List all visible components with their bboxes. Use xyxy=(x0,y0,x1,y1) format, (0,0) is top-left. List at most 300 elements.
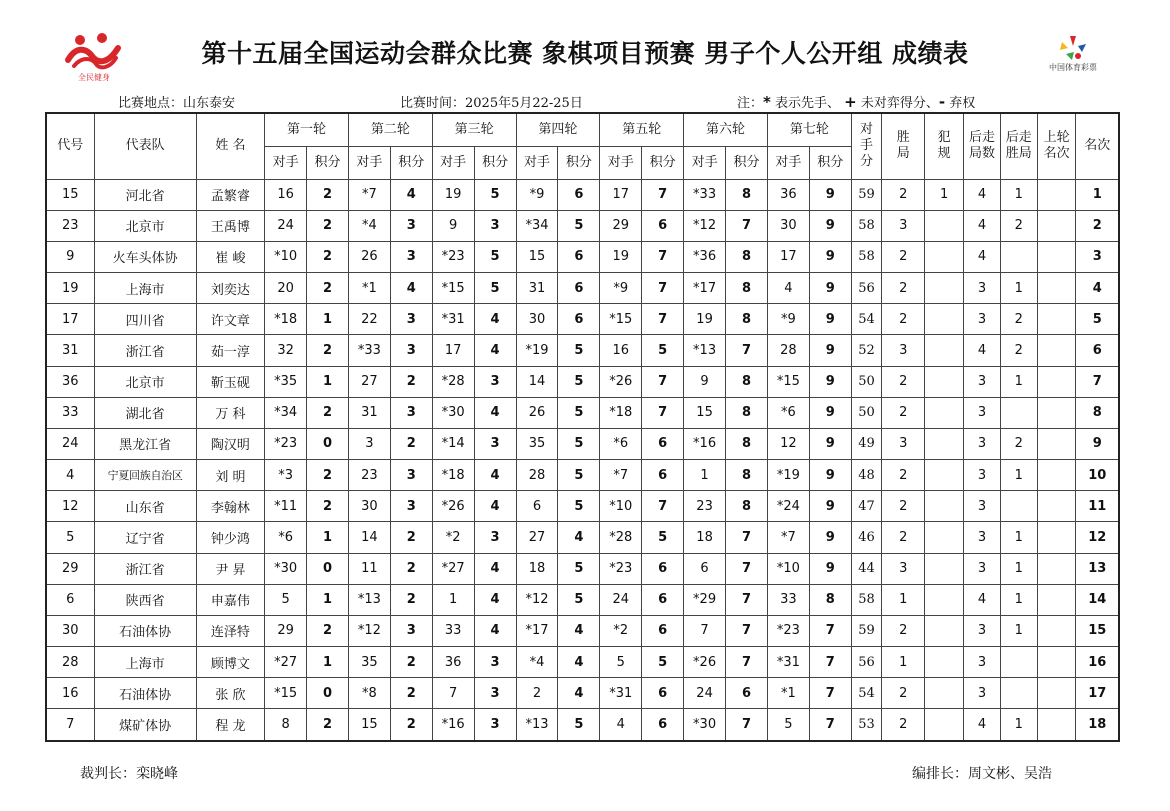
cell-points: 3 xyxy=(390,241,432,272)
table-row xyxy=(46,304,1119,335)
cell-rank: 13 xyxy=(1076,553,1119,584)
cell-points: 3 xyxy=(390,615,432,646)
cell-points: 2 xyxy=(390,522,432,553)
cell-rank: 8 xyxy=(1076,397,1119,428)
cell-opponent: 30 xyxy=(767,210,809,241)
cell-fouls xyxy=(925,522,964,553)
cell-opponent: *7 xyxy=(600,460,642,491)
cell-points: 7 xyxy=(642,397,684,428)
cell-points: 5 xyxy=(558,397,600,428)
table-row xyxy=(46,491,1119,522)
cell-opponent: 26 xyxy=(348,241,390,272)
cell-points: 4 xyxy=(474,304,516,335)
cell-opponent: 35 xyxy=(516,428,558,459)
cell-opponent: 30 xyxy=(348,491,390,522)
cell-code: 24 xyxy=(46,428,94,459)
col-points: 积分 xyxy=(307,146,349,179)
cell-opponent: *16 xyxy=(684,428,726,459)
cell-points: 8 xyxy=(726,491,768,522)
cell-points: 3 xyxy=(390,460,432,491)
table-row xyxy=(46,210,1119,241)
cell-points: 7 xyxy=(642,273,684,304)
cell-fouls xyxy=(925,553,964,584)
cell-points: 2 xyxy=(307,241,349,272)
cell-second-wins: 2 xyxy=(1000,428,1037,459)
cell-team: 陕西省 xyxy=(94,584,196,615)
cell-opponent: 4 xyxy=(767,273,809,304)
cell-points: 7 xyxy=(809,615,851,646)
cell-points: 0 xyxy=(307,553,349,584)
cell-opponent: 19 xyxy=(600,241,642,272)
cell-points: 4 xyxy=(558,615,600,646)
cell-opponent: 18 xyxy=(684,522,726,553)
cell-opponent: 17 xyxy=(600,179,642,210)
table-row xyxy=(46,460,1119,491)
cell-name: 茹一淳 xyxy=(196,335,264,366)
note-star: 表示先手、 xyxy=(770,96,841,111)
cell-wins: 2 xyxy=(882,460,925,491)
cell-points: 9 xyxy=(809,273,851,304)
cell-code: 28 xyxy=(46,647,94,678)
note-prefix: 注： xyxy=(737,96,764,111)
cell-opponent: *23 xyxy=(767,615,809,646)
cell-points: 9 xyxy=(809,241,851,272)
cell-prev-rank xyxy=(1037,335,1076,366)
cell-points: 5 xyxy=(558,553,600,584)
cell-prev-rank xyxy=(1037,210,1076,241)
cell-fouls xyxy=(925,210,964,241)
cell-second-wins: 2 xyxy=(1000,210,1037,241)
col-points: 积分 xyxy=(726,146,768,179)
cell-name: 申嘉伟 xyxy=(196,584,264,615)
cell-points: 2 xyxy=(390,647,432,678)
cell-prev-rank xyxy=(1037,615,1076,646)
cell-prev-rank xyxy=(1037,647,1076,678)
cell-points: 9 xyxy=(809,522,851,553)
cell-rank: 4 xyxy=(1076,273,1119,304)
cell-points: 5 xyxy=(558,584,600,615)
cell-opponent: 29 xyxy=(600,210,642,241)
cell-points: 8 xyxy=(726,179,768,210)
col-opponent: 对手 xyxy=(265,146,307,179)
col-opponent: 对手 xyxy=(432,146,474,179)
cell-rank: 3 xyxy=(1076,241,1119,272)
cell-wins: 3 xyxy=(882,428,925,459)
cell-opponent: 33 xyxy=(767,584,809,615)
cell-wins: 2 xyxy=(882,615,925,646)
cell-opponent: *13 xyxy=(684,335,726,366)
cell-second-wins xyxy=(1000,491,1037,522)
cell-second-games: 4 xyxy=(964,584,1001,615)
cell-fouls xyxy=(925,397,964,428)
table-row xyxy=(46,522,1119,553)
cell-fouls xyxy=(925,366,964,397)
cell-name: 崔 峻 xyxy=(196,241,264,272)
cell-second-wins: 2 xyxy=(1000,335,1037,366)
cell-points: 2 xyxy=(307,179,349,210)
cell-team: 北京市 xyxy=(94,366,196,397)
cell-fouls xyxy=(925,241,964,272)
cell-opponent: 36 xyxy=(432,647,474,678)
cell-second-games: 3 xyxy=(964,460,1001,491)
cell-second-wins: 1 xyxy=(1000,615,1037,646)
cell-points: 6 xyxy=(642,553,684,584)
table-row xyxy=(46,241,1119,272)
cell-fouls xyxy=(925,460,964,491)
cell-opponent: *23 xyxy=(265,428,307,459)
cell-opponent: *24 xyxy=(767,491,809,522)
cell-points: 4 xyxy=(558,678,600,709)
cell-points: 2 xyxy=(307,335,349,366)
cell-opponent: 36 xyxy=(767,179,809,210)
cell-points: 3 xyxy=(390,397,432,428)
cell-second-wins: 1 xyxy=(1000,522,1037,553)
minus-symbol: - xyxy=(938,93,946,111)
cell-points: 6 xyxy=(642,678,684,709)
cell-code: 30 xyxy=(46,615,94,646)
cell-opponent: *6 xyxy=(600,428,642,459)
cell-second-wins: 1 xyxy=(1000,273,1037,304)
cell-opponent: 19 xyxy=(684,304,726,335)
cell-name: 刘奕达 xyxy=(196,273,264,304)
cell-points: 3 xyxy=(474,647,516,678)
cell-points: 5 xyxy=(642,335,684,366)
cell-points: 9 xyxy=(809,428,851,459)
col-points: 积分 xyxy=(809,146,851,179)
cell-points: 9 xyxy=(809,335,851,366)
cell-opponent: *7 xyxy=(348,179,390,210)
cell-points: 9 xyxy=(809,491,851,522)
cell-opponent: *11 xyxy=(265,491,307,522)
cell-wins: 2 xyxy=(882,678,925,709)
col-points: 积分 xyxy=(558,146,600,179)
cell-name: 顾博文 xyxy=(196,647,264,678)
col-opponent: 对手 xyxy=(767,146,809,179)
cell-second-games: 4 xyxy=(964,210,1001,241)
cell-rank: 5 xyxy=(1076,304,1119,335)
cell-name: 刘 明 xyxy=(196,460,264,491)
cell-points: 5 xyxy=(558,460,600,491)
cell-points: 2 xyxy=(307,210,349,241)
cell-wins: 2 xyxy=(882,491,925,522)
left-logo-text: 全民健身 xyxy=(78,73,110,82)
cell-points: 5 xyxy=(558,366,600,397)
cell-code: 5 xyxy=(46,522,94,553)
cell-second-wins: 1 xyxy=(1000,460,1037,491)
cell-points: 7 xyxy=(726,522,768,553)
col-round-4: 第四轮 xyxy=(516,113,600,146)
cell-points: 2 xyxy=(307,491,349,522)
cell-opponent: 3 xyxy=(348,428,390,459)
cell-team: 湖北省 xyxy=(94,397,196,428)
col-prev-rank: 上轮名次 xyxy=(1037,113,1076,179)
table-row xyxy=(46,678,1119,709)
cell-points: 6 xyxy=(642,460,684,491)
cell-opponent: 6 xyxy=(684,553,726,584)
cell-opponent: *6 xyxy=(265,522,307,553)
cell-points: 3 xyxy=(474,678,516,709)
cell-rank: 14 xyxy=(1076,584,1119,615)
cell-code: 15 xyxy=(46,179,94,210)
cell-points: 2 xyxy=(390,366,432,397)
cell-second-games: 3 xyxy=(964,304,1001,335)
col-second-wins: 后走胜局 xyxy=(1000,113,1037,179)
cell-code: 9 xyxy=(46,241,94,272)
cell-points: 4 xyxy=(474,615,516,646)
cell-code: 19 xyxy=(46,273,94,304)
cell-code: 4 xyxy=(46,460,94,491)
cell-prev-rank xyxy=(1037,522,1076,553)
cell-opponent: 24 xyxy=(265,210,307,241)
cell-opponent: *27 xyxy=(432,553,474,584)
cell-points: 4 xyxy=(474,397,516,428)
cell-opponent: 17 xyxy=(432,335,474,366)
cell-points: 7 xyxy=(642,179,684,210)
cell-second-games: 4 xyxy=(964,335,1001,366)
cell-opponent: *18 xyxy=(432,460,474,491)
cell-second-wins: 1 xyxy=(1000,584,1037,615)
cell-points: 5 xyxy=(558,491,600,522)
cell-name: 孟繁睿 xyxy=(196,179,264,210)
cell-opponent: 15 xyxy=(684,397,726,428)
cell-points: 4 xyxy=(474,553,516,584)
cell-second-games: 3 xyxy=(964,522,1001,553)
cell-opponent: 30 xyxy=(516,304,558,335)
cell-fouls: 1 xyxy=(925,179,964,210)
cell-opponent: 32 xyxy=(265,335,307,366)
cell-team: 河北省 xyxy=(94,179,196,210)
cell-wins: 2 xyxy=(882,304,925,335)
cell-points: 7 xyxy=(726,584,768,615)
cell-fouls xyxy=(925,491,964,522)
cell-points: 2 xyxy=(390,553,432,584)
cell-opponent: *30 xyxy=(265,553,307,584)
cell-second-games: 3 xyxy=(964,491,1001,522)
cell-wins: 3 xyxy=(882,210,925,241)
cell-prev-rank xyxy=(1037,460,1076,491)
cell-points: 2 xyxy=(390,709,432,741)
cell-points: 8 xyxy=(726,397,768,428)
cell-opponent: *4 xyxy=(348,210,390,241)
cell-code: 7 xyxy=(46,709,94,741)
cell-opponent: *9 xyxy=(516,179,558,210)
cell-points: 4 xyxy=(474,584,516,615)
cell-second-games: 3 xyxy=(964,647,1001,678)
cell-wins: 3 xyxy=(882,553,925,584)
note-plus: 未对弈得分、 xyxy=(856,96,939,111)
cell-opponent: *31 xyxy=(767,647,809,678)
cell-points: 7 xyxy=(726,615,768,646)
cell-second-games: 3 xyxy=(964,397,1001,428)
cell-opponent: *12 xyxy=(516,584,558,615)
col-second-games: 后走局数 xyxy=(964,113,1001,179)
cell-rank: 10 xyxy=(1076,460,1119,491)
cell-opponent: *3 xyxy=(265,460,307,491)
cell-team: 石油体协 xyxy=(94,615,196,646)
cell-opponent: 29 xyxy=(265,615,307,646)
cell-opponent: 4 xyxy=(600,709,642,741)
cell-second-wins: 1 xyxy=(1000,709,1037,741)
cell-points: 9 xyxy=(809,304,851,335)
cell-points: 8 xyxy=(726,273,768,304)
cell-opp-total: 59 xyxy=(851,615,882,646)
cell-opponent: 15 xyxy=(516,241,558,272)
cell-points: 7 xyxy=(726,553,768,584)
cell-opponent: *35 xyxy=(265,366,307,397)
cell-opponent: 31 xyxy=(516,273,558,304)
cell-prev-rank xyxy=(1037,491,1076,522)
cell-team: 浙江省 xyxy=(94,335,196,366)
cell-points: 3 xyxy=(390,210,432,241)
cell-points: 4 xyxy=(558,647,600,678)
cell-points: 2 xyxy=(307,460,349,491)
cell-fouls xyxy=(925,647,964,678)
cell-opponent: *33 xyxy=(348,335,390,366)
cell-opponent: 12 xyxy=(767,428,809,459)
cell-fouls xyxy=(925,615,964,646)
cell-opponent: 15 xyxy=(348,709,390,741)
cell-points: 7 xyxy=(642,241,684,272)
cell-opponent: *13 xyxy=(516,709,558,741)
cell-team: 上海市 xyxy=(94,273,196,304)
cell-prev-rank xyxy=(1037,709,1076,741)
cell-opponent: 20 xyxy=(265,273,307,304)
referee-label: 裁判长：栾晓峰 xyxy=(80,766,178,782)
arranger-label: 编排长：周文彬、吴浩 xyxy=(912,766,1052,782)
cell-name: 程 龙 xyxy=(196,709,264,741)
cell-rank: 16 xyxy=(1076,647,1119,678)
cell-points: 2 xyxy=(307,615,349,646)
table-row xyxy=(46,584,1119,615)
cell-opponent: *4 xyxy=(516,647,558,678)
cell-second-games: 4 xyxy=(964,179,1001,210)
cell-second-wins: 1 xyxy=(1000,553,1037,584)
cell-name: 尹 昇 xyxy=(196,553,264,584)
cell-opp-total: 46 xyxy=(851,522,882,553)
cell-opponent: *1 xyxy=(348,273,390,304)
cell-opp-total: 56 xyxy=(851,647,882,678)
cell-opponent: 8 xyxy=(265,709,307,741)
cell-points: 8 xyxy=(726,428,768,459)
cell-points: 7 xyxy=(642,366,684,397)
cell-points: 2 xyxy=(307,397,349,428)
cell-fouls xyxy=(925,428,964,459)
cell-code: 36 xyxy=(46,366,94,397)
cell-points: 5 xyxy=(558,709,600,741)
cell-opponent: *14 xyxy=(432,428,474,459)
cell-wins: 2 xyxy=(882,241,925,272)
cell-points: 6 xyxy=(642,615,684,646)
cell-points: 5 xyxy=(474,241,516,272)
col-wins: 胜局 xyxy=(882,113,925,179)
cell-opponent: *19 xyxy=(767,460,809,491)
cell-opponent: *9 xyxy=(600,273,642,304)
cell-opponent: 6 xyxy=(516,491,558,522)
cell-opp-total: 58 xyxy=(851,241,882,272)
cell-opponent: *34 xyxy=(265,397,307,428)
cell-opp-total: 52 xyxy=(851,335,882,366)
cell-points: 4 xyxy=(558,522,600,553)
cell-points: 6 xyxy=(642,584,684,615)
col-round-6: 第六轮 xyxy=(684,113,768,146)
cell-points: 3 xyxy=(474,210,516,241)
cell-points: 8 xyxy=(726,241,768,272)
cell-points: 0 xyxy=(307,678,349,709)
cell-points: 7 xyxy=(726,210,768,241)
cell-opp-total: 58 xyxy=(851,210,882,241)
cell-opponent: *36 xyxy=(684,241,726,272)
cell-opponent: *12 xyxy=(684,210,726,241)
cell-prev-rank xyxy=(1037,428,1076,459)
cell-points: 3 xyxy=(390,491,432,522)
table-row xyxy=(46,553,1119,584)
cell-second-games: 4 xyxy=(964,709,1001,741)
cell-second-games: 3 xyxy=(964,615,1001,646)
cell-opp-total: 50 xyxy=(851,366,882,397)
cell-opponent: *15 xyxy=(432,273,474,304)
cell-second-wins: 2 xyxy=(1000,304,1037,335)
cell-opp-total: 56 xyxy=(851,273,882,304)
cell-points: 7 xyxy=(726,335,768,366)
cell-points: 3 xyxy=(390,335,432,366)
cell-points: 3 xyxy=(474,366,516,397)
col-fouls: 犯规 xyxy=(925,113,964,179)
cell-prev-rank xyxy=(1037,366,1076,397)
cell-points: 3 xyxy=(390,304,432,335)
cell-points: 5 xyxy=(558,335,600,366)
col-points: 积分 xyxy=(642,146,684,179)
cell-opponent: 28 xyxy=(767,335,809,366)
cell-second-games: 3 xyxy=(964,428,1001,459)
cell-opponent: *29 xyxy=(684,584,726,615)
cell-opp-total: 50 xyxy=(851,397,882,428)
cell-wins: 1 xyxy=(882,647,925,678)
cell-opponent: *17 xyxy=(684,273,726,304)
cell-opponent: 23 xyxy=(348,460,390,491)
cell-points: 1 xyxy=(307,522,349,553)
cell-points: 9 xyxy=(809,366,851,397)
cell-points: 4 xyxy=(390,273,432,304)
cell-opponent: 23 xyxy=(684,491,726,522)
col-opponent: 对手 xyxy=(516,146,558,179)
cell-rank: 17 xyxy=(1076,678,1119,709)
col-name: 姓 名 xyxy=(196,113,264,179)
cell-name: 钟少鸿 xyxy=(196,522,264,553)
cell-points: 7 xyxy=(809,709,851,741)
cell-name: 张 欣 xyxy=(196,678,264,709)
cell-wins: 2 xyxy=(882,273,925,304)
cell-points: 6 xyxy=(558,179,600,210)
cell-opponent: *15 xyxy=(265,678,307,709)
cell-points: 4 xyxy=(474,335,516,366)
cell-name: 靳玉砚 xyxy=(196,366,264,397)
cell-opponent: *30 xyxy=(684,709,726,741)
cell-points: 6 xyxy=(558,241,600,272)
cell-opponent: *26 xyxy=(432,491,474,522)
cell-second-games: 3 xyxy=(964,553,1001,584)
cell-points: 6 xyxy=(642,428,684,459)
cell-points: 6 xyxy=(558,304,600,335)
cell-opponent: *18 xyxy=(600,397,642,428)
cell-team: 四川省 xyxy=(94,304,196,335)
cell-points: 3 xyxy=(474,709,516,741)
cell-opponent: *17 xyxy=(516,615,558,646)
table-row xyxy=(46,615,1119,646)
cell-opp-total: 54 xyxy=(851,678,882,709)
cell-opponent: *7 xyxy=(767,522,809,553)
col-opponent: 对手 xyxy=(348,146,390,179)
table-row xyxy=(46,397,1119,428)
